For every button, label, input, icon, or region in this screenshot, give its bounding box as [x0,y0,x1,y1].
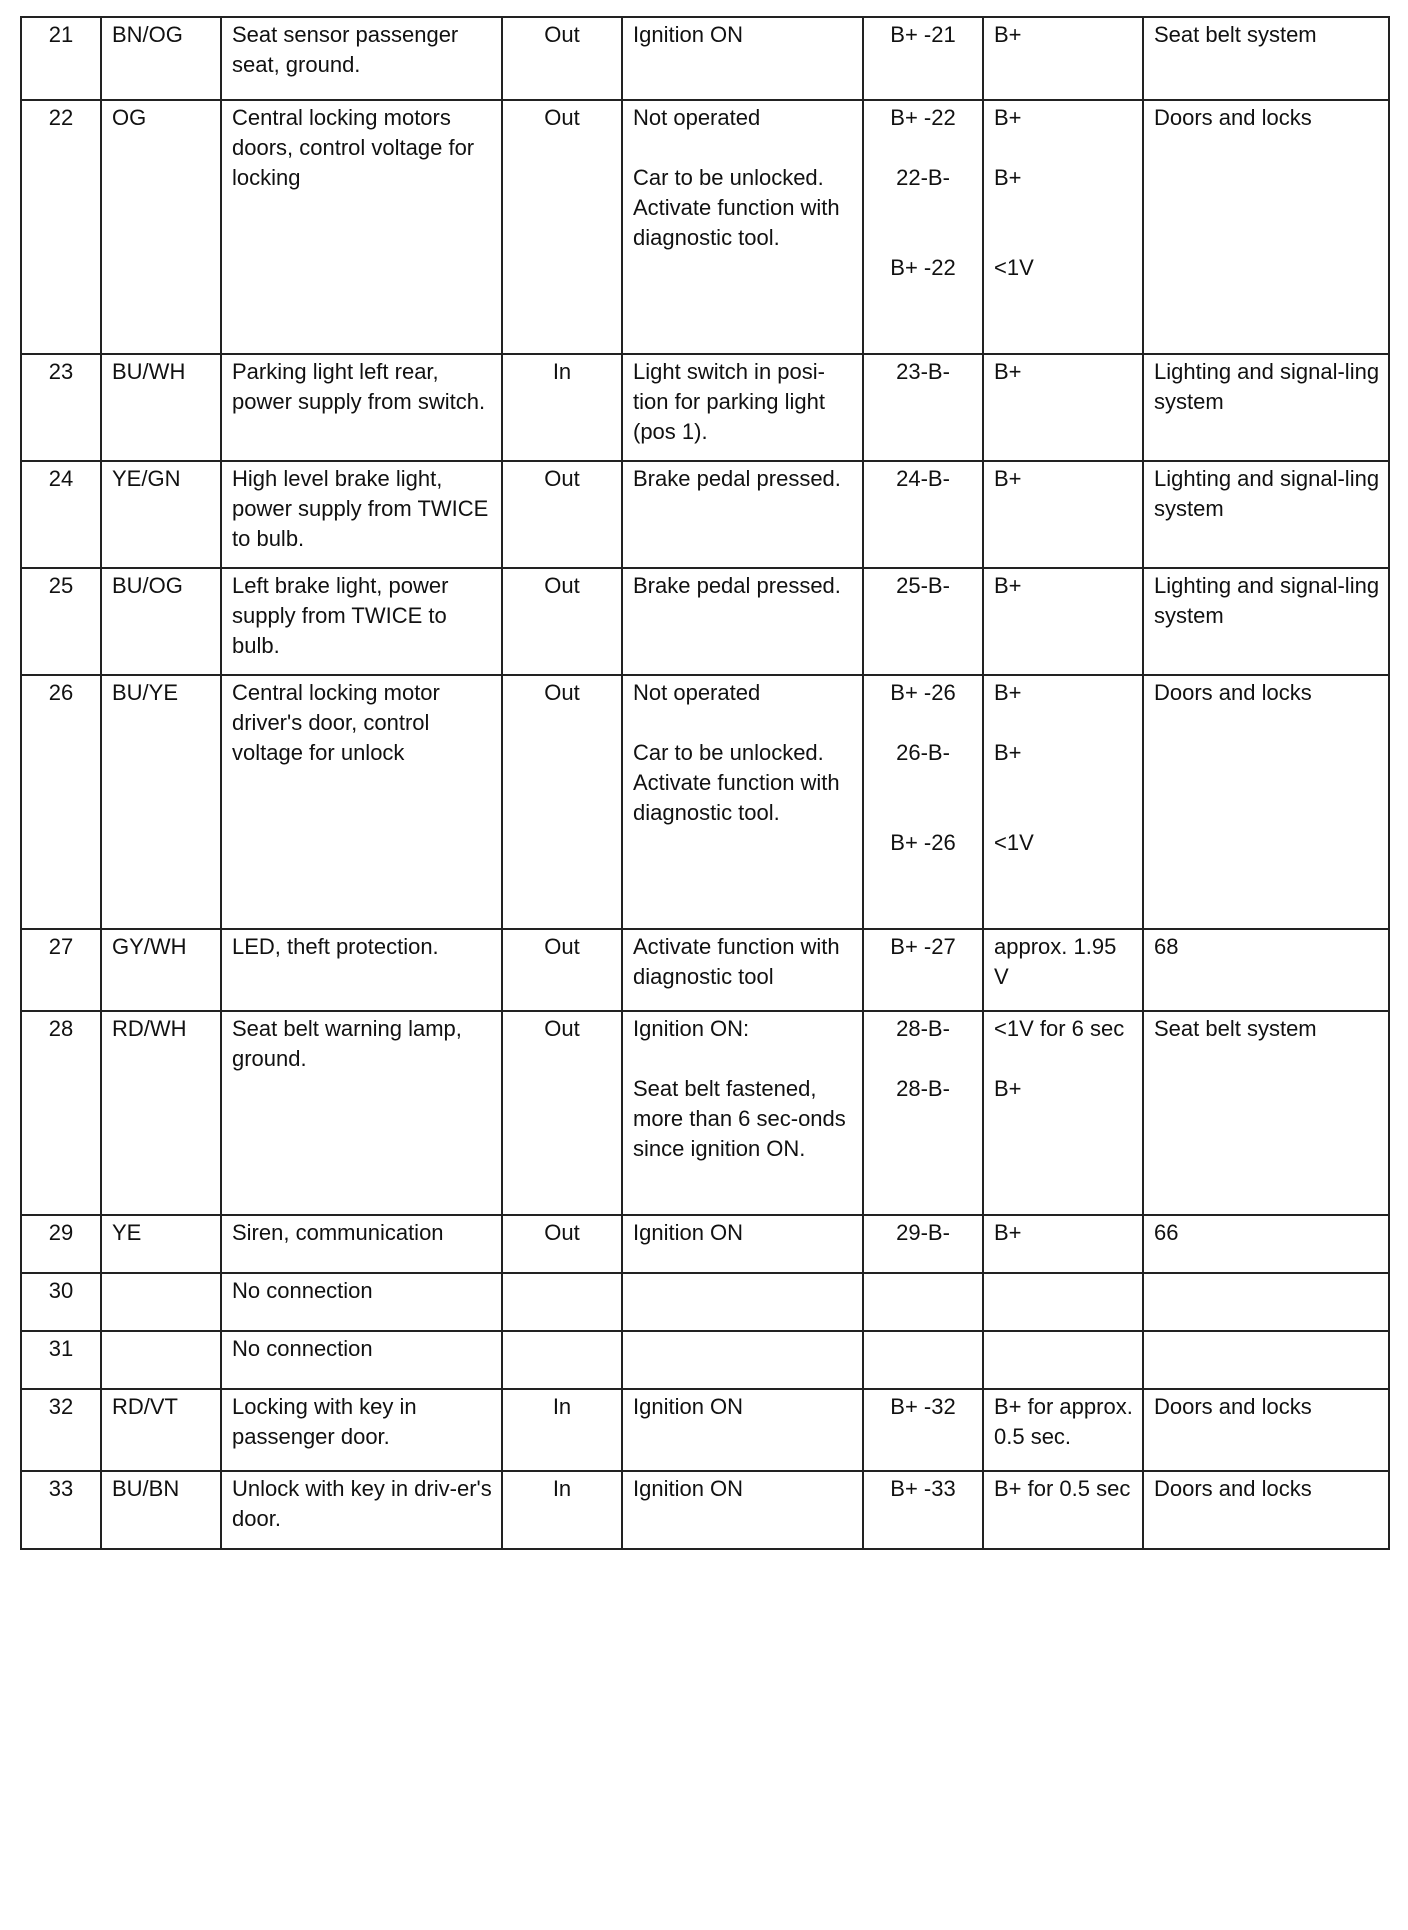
direction-cell [502,1273,622,1331]
condition-cell [622,568,863,675]
measure-point-text: B+ -27 [890,934,956,959]
measure-point-text: 26-B- [896,740,950,765]
table-row [21,354,1389,461]
value-text: B+ [994,740,1022,765]
value-cell [983,1273,1143,1331]
value-text: B+ [994,573,1022,598]
table-row [21,1011,1389,1215]
measure-point-text: B+ -26 [890,830,956,855]
pin-number-cell: 31 [21,1331,101,1389]
condition-cell [622,1011,863,1215]
direction-cell: Out [502,461,622,568]
system-cell: Lighting and signal-ling system [1143,568,1389,675]
value-text: B+ for approx. 0.5 sec. [994,1394,1133,1449]
direction-cell: Out [502,929,622,1011]
pin-number-cell: 21 [21,17,101,100]
pin-number-cell: 30 [21,1273,101,1331]
condition-text: Car to be unlocked. Activate function with diagnostic tool. [633,165,840,250]
measure-point-cell [863,1471,983,1549]
measure-point-cell [863,1331,983,1389]
pin-number-cell: 22 [21,100,101,354]
value-text: B+ [994,1076,1022,1101]
wire-color-cell [101,1331,221,1389]
wire-color-cell: BU/BN [101,1471,221,1549]
condition-text: Not operated [633,105,761,130]
condition-cell [622,675,863,929]
value-cell [983,100,1143,354]
table-row [21,1389,1389,1471]
value-text: B+ for 0.5 sec [994,1476,1131,1501]
condition-text: Light switch in posi-tion for parking light (pos 1). [633,359,825,444]
condition-cell [622,354,863,461]
condition-text: Ignition ON [633,1394,744,1419]
measure-point-text: 28-B- [896,1016,950,1041]
description-cell: Central locking motors doors, control voltage for locking [221,100,502,354]
condition-cell [622,1215,863,1273]
value-cell [983,1331,1143,1389]
system-cell: Seat belt system [1143,17,1389,100]
condition-cell [622,1273,863,1331]
measure-point-text: 22-B- [896,165,950,190]
system-cell: Doors and locks [1143,675,1389,929]
system-cell: Doors and locks [1143,100,1389,354]
pin-number-cell: 27 [21,929,101,1011]
value-cell [983,17,1143,100]
direction-cell: Out [502,1011,622,1215]
measure-point-text: B+ -32 [890,1394,956,1419]
description-cell: High level brake light, power supply from TWICE to bulb. [221,461,502,568]
condition-text: Not operated [633,680,761,705]
value-text: B+ [994,22,1022,47]
condition-cell [622,1389,863,1471]
value-cell [983,1471,1143,1549]
measure-point-text: B+ -21 [890,22,956,47]
condition-cell [622,17,863,100]
pinout-table-body [21,17,1389,1549]
condition-text: Car to be unlocked. Activate function with diagnostic tool. [633,740,840,825]
value-cell [983,675,1143,929]
table-row [21,100,1389,354]
condition-text: Ignition ON [633,1476,744,1501]
value-cell [983,1389,1143,1471]
direction-cell: Out [502,17,622,100]
direction-cell: In [502,1471,622,1549]
table-row [21,568,1389,675]
pin-number-cell: 25 [21,568,101,675]
system-cell: 66 [1143,1215,1389,1273]
description-cell: Seat sensor passenger seat, ground. [221,17,502,100]
value-cell [983,461,1143,568]
condition-cell [622,1331,863,1389]
system-cell [1143,1331,1389,1389]
wire-color-cell: GY/WH [101,929,221,1011]
condition-text: Ignition ON: [633,1016,750,1041]
measure-point-cell [863,100,983,354]
description-cell: Left brake light, power supply from TWICE to bulb. [221,568,502,675]
system-cell: 68 [1143,929,1389,1011]
measure-point-text: B+ -26 [890,680,956,705]
value-cell [983,1215,1143,1273]
measure-point-cell [863,17,983,100]
value-text: B+ [994,165,1022,190]
table-row [21,461,1389,568]
value-cell [983,568,1143,675]
pin-number-cell: 32 [21,1389,101,1471]
description-cell: No connection [221,1273,502,1331]
description-cell: No connection [221,1331,502,1389]
measure-point-text: 25-B- [896,573,950,598]
pin-number-cell: 23 [21,354,101,461]
measure-point-text: B+ -22 [890,105,956,130]
table-row [21,1331,1389,1389]
condition-cell [622,1471,863,1549]
description-cell: Seat belt warning lamp, ground. [221,1011,502,1215]
condition-text: Brake pedal pressed. [633,573,841,598]
measure-point-cell [863,1389,983,1471]
measure-point-cell [863,568,983,675]
pinout-document [20,16,1388,1550]
system-cell: Lighting and signal-ling system [1143,354,1389,461]
wire-color-cell: RD/VT [101,1389,221,1471]
direction-cell [502,1331,622,1389]
condition-cell [622,929,863,1011]
wire-color-cell: BU/OG [101,568,221,675]
value-cell [983,354,1143,461]
value-text: B+ [994,105,1022,130]
measure-point-text: B+ -33 [890,1476,956,1501]
value-text: B+ [994,1220,1022,1245]
direction-cell: In [502,1389,622,1471]
condition-cell [622,100,863,354]
system-cell: Doors and locks [1143,1389,1389,1471]
measure-point-cell [863,929,983,1011]
system-cell [1143,1273,1389,1331]
direction-cell: In [502,354,622,461]
condition-text: Activate function with diagnostic tool [633,934,840,989]
table-row [21,1215,1389,1273]
direction-cell: Out [502,568,622,675]
pin-number-cell: 24 [21,461,101,568]
description-cell: LED, theft protection. [221,929,502,1011]
wire-color-cell: BN/OG [101,17,221,100]
table-row [21,17,1389,100]
measure-point-text: 23-B- [896,359,950,384]
pin-number-cell: 28 [21,1011,101,1215]
wire-color-cell: YE/GN [101,461,221,568]
system-cell: Doors and locks [1143,1471,1389,1549]
pinout-table [20,16,1390,1550]
value-text: B+ [994,680,1022,705]
measure-point-text: 24-B- [896,466,950,491]
measure-point-cell [863,1273,983,1331]
wire-color-cell: BU/YE [101,675,221,929]
description-cell: Central locking motor driver's door, control voltage for unlock [221,675,502,929]
pin-number-cell: 26 [21,675,101,929]
condition-text: Ignition ON [633,1220,744,1245]
measure-point-text: 28-B- [896,1076,950,1101]
measure-point-cell [863,354,983,461]
measure-point-cell [863,1011,983,1215]
measure-point-cell [863,675,983,929]
description-cell: Unlock with key in driv-er's door. [221,1471,502,1549]
system-cell: Lighting and signal-ling system [1143,461,1389,568]
table-row [21,929,1389,1011]
description-cell: Locking with key in passenger door. [221,1389,502,1471]
table-row [21,675,1389,929]
condition-text: Brake pedal pressed. [633,466,841,491]
description-cell: Parking light left rear, power supply from switch. [221,354,502,461]
wire-color-cell: BU/WH [101,354,221,461]
condition-text: Seat belt fastened, more than 6 sec-onds since ignition ON. [633,1076,846,1161]
table-row [21,1273,1389,1331]
condition-cell [622,461,863,568]
condition-text: Ignition ON [633,22,744,47]
value-text: approx. 1.95 V [994,934,1117,989]
wire-color-cell: YE [101,1215,221,1273]
direction-cell: Out [502,100,622,354]
direction-cell: Out [502,675,622,929]
measure-point-text: 29-B- [896,1220,950,1245]
measure-point-cell [863,461,983,568]
wire-color-cell: RD/WH [101,1011,221,1215]
value-cell [983,1011,1143,1215]
wire-color-cell: OG [101,100,221,354]
measure-point-text: B+ -22 [890,255,956,280]
wire-color-cell [101,1273,221,1331]
value-text: <1V [994,255,1034,280]
direction-cell: Out [502,1215,622,1273]
value-text: B+ [994,359,1022,384]
pin-number-cell: 29 [21,1215,101,1273]
description-cell: Siren, communication [221,1215,502,1273]
measure-point-cell [863,1215,983,1273]
system-cell: Seat belt system [1143,1011,1389,1215]
value-text: B+ [994,466,1022,491]
value-cell [983,929,1143,1011]
value-text: <1V [994,830,1034,855]
table-row [21,1471,1389,1549]
pin-number-cell: 33 [21,1471,101,1549]
value-text: <1V for 6 sec [994,1016,1125,1041]
